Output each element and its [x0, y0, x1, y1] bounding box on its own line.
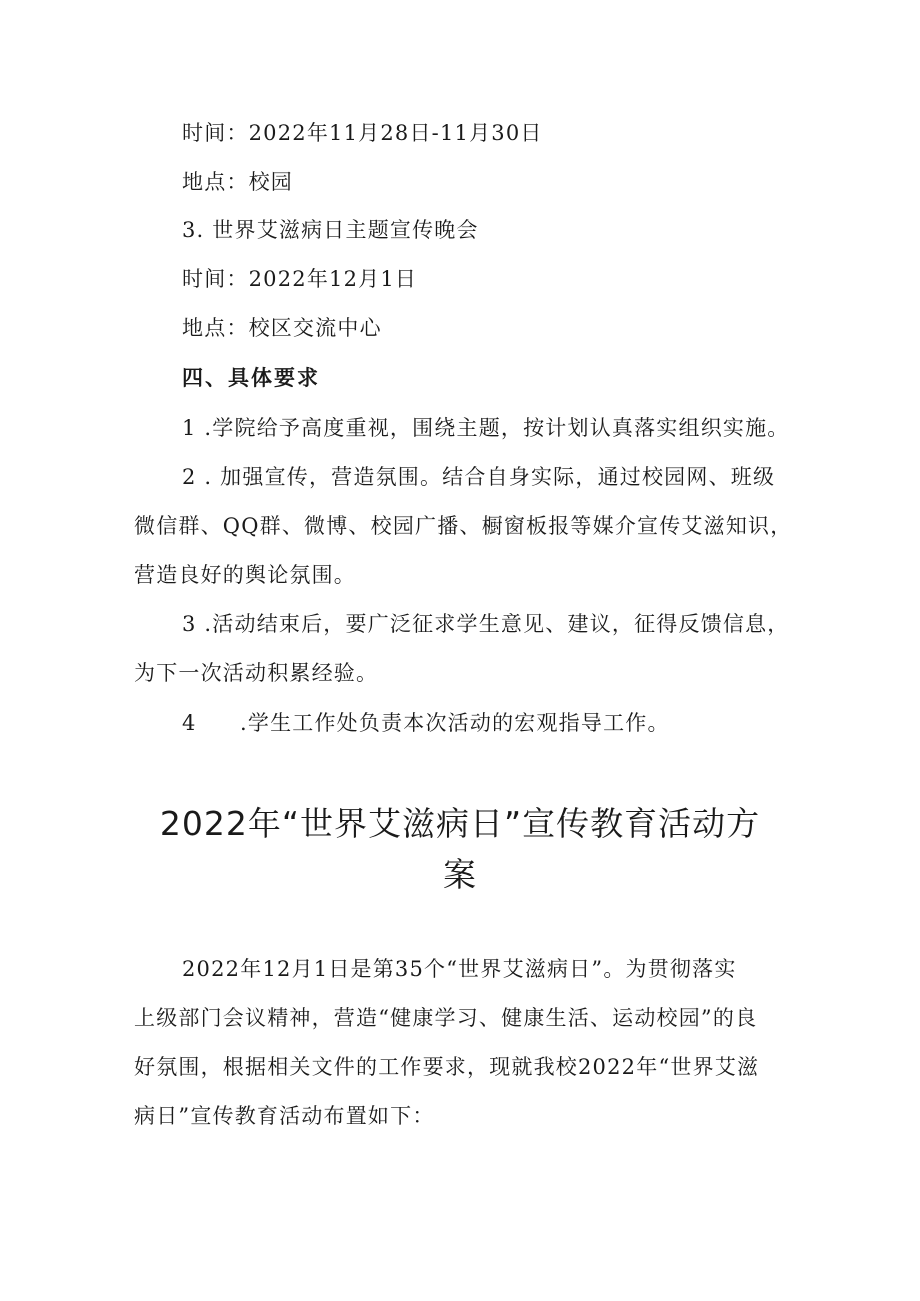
- requirement-3-line-2: 为下一次活动积累经验。: [134, 661, 379, 685]
- place-line-2: 地点：校区交流中心: [182, 316, 382, 340]
- requirement-2-line-1: 2 . 加强宣传，营造氛围。结合自身实际，通过校园网、班级: [182, 465, 776, 489]
- section-heading: 四、具体要求: [182, 365, 320, 390]
- requirement-4-number: 4: [182, 711, 197, 735]
- intro-line-3: 好氛围，根据相关文件的工作要求，现就我校2022年“世界艾滋: [134, 1055, 760, 1079]
- intro-line-4: 病日”宣传教育活动布置如下：: [134, 1104, 435, 1128]
- place-line-1: 地点：校园: [182, 170, 293, 194]
- requirement-2-line-2: 微信群、QQ群、微博、校园广播、橱窗板报等媒介宣传艾滋知识，: [134, 514, 793, 538]
- requirement-4-text: .学生工作处负责本次活动的宏观指导工作。: [240, 711, 670, 735]
- time-line-2: 时间：2022年12月1日: [182, 267, 418, 291]
- plan-title-line-2: 案: [443, 855, 477, 894]
- requirement-1: 1 .学院给予高度重视，围绕主题，按计划认真落实组织实施。: [182, 416, 790, 440]
- intro-line-2: 上级部门会议精神，营造“健康学习、健康生活、运动校园”的良: [134, 1006, 758, 1030]
- item-3-title: 3. 世界艾滋病日主题宣传晚会: [182, 218, 479, 242]
- requirement-2-line-3: 营造良好的舆论氛围。: [134, 563, 356, 587]
- requirement-3-line-1: 3 .活动结束后，要广泛征求学生意见、建议，征得反馈信息，: [182, 612, 790, 636]
- time-line-1: 时间：2022年11月28日-11月30日: [182, 121, 543, 145]
- intro-line-1: 2022年12月1日是第35个“世界艾滋病日”。为贯彻落实: [182, 957, 737, 981]
- plan-title-line-1: 2022年“世界艾滋病日”宣传教育活动方: [159, 804, 761, 843]
